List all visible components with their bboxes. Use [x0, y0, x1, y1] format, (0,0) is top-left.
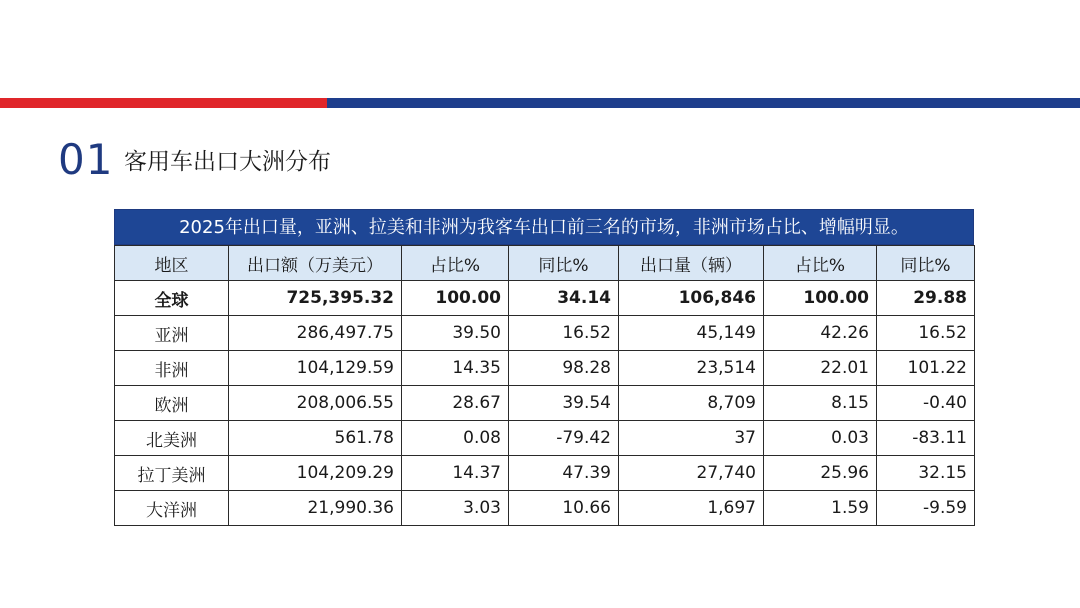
cell-volume-share: 100.00	[764, 281, 877, 316]
table-row	[115, 351, 975, 386]
section-title: 客用车出口大洲分布	[124, 149, 331, 175]
cell-value-share: 14.37	[402, 456, 509, 491]
cell-region: 北美洲	[115, 421, 229, 456]
section-number: 01	[58, 135, 114, 184]
cell-volume-yoy: 16.52	[877, 316, 975, 351]
cell-volume-yoy: -9.59	[877, 491, 975, 526]
cell-value-share: 28.67	[402, 386, 509, 421]
header-value-share: 占比%	[402, 246, 509, 281]
cell-volume-share: 0.03	[764, 421, 877, 456]
cell-export-value: 104,129.59	[229, 351, 402, 386]
cell-volume-yoy: -0.40	[877, 386, 975, 421]
header-value-yoy: 同比%	[509, 246, 619, 281]
cell-volume-share: 42.26	[764, 316, 877, 351]
cell-volume-share: 1.59	[764, 491, 877, 526]
cell-value-yoy: 16.52	[509, 316, 619, 351]
table-row	[115, 421, 975, 456]
accent-bar-blue	[327, 98, 1080, 108]
cell-volume-share: 22.01	[764, 351, 877, 386]
header-export-volume: 出口量（辆）	[619, 246, 764, 281]
cell-value-yoy: -79.42	[509, 421, 619, 456]
cell-export-value: 104,209.29	[229, 456, 402, 491]
cell-export-volume: 45,149	[619, 316, 764, 351]
cell-export-value: 21,990.36	[229, 491, 402, 526]
cell-export-volume: 37	[619, 421, 764, 456]
table-row-total	[115, 281, 975, 316]
cell-export-volume: 106,846	[619, 281, 764, 316]
cell-volume-yoy: 32.15	[877, 456, 975, 491]
cell-value-yoy: 47.39	[509, 456, 619, 491]
cell-region: 欧洲	[115, 386, 229, 421]
cell-region: 拉丁美洲	[115, 456, 229, 491]
cell-region: 全球	[115, 281, 229, 316]
cell-export-volume: 1,697	[619, 491, 764, 526]
top-accent-bar	[0, 98, 1080, 108]
cell-volume-share: 25.96	[764, 456, 877, 491]
cell-export-volume: 8,709	[619, 386, 764, 421]
cell-value-yoy: 10.66	[509, 491, 619, 526]
cell-region: 亚洲	[115, 316, 229, 351]
export-table	[114, 209, 974, 526]
header-row	[115, 246, 975, 281]
header-region: 地区	[115, 246, 229, 281]
cell-value-yoy: 34.14	[509, 281, 619, 316]
table-row	[115, 456, 975, 491]
cell-export-volume: 27,740	[619, 456, 764, 491]
table-caption: 2025年出口量，亚洲、拉美和非洲为我客车出口前三名的市场，非洲市场占比、增幅明显。	[114, 209, 974, 245]
table-row	[115, 491, 975, 526]
cell-export-value: 208,006.55	[229, 386, 402, 421]
cell-volume-yoy: 101.22	[877, 351, 975, 386]
cell-value-yoy: 39.54	[509, 386, 619, 421]
cell-export-value: 286,497.75	[229, 316, 402, 351]
header-volume-yoy: 同比%	[877, 246, 975, 281]
cell-export-volume: 23,514	[619, 351, 764, 386]
cell-region: 大洋洲	[115, 491, 229, 526]
cell-export-value: 561.78	[229, 421, 402, 456]
cell-value-share: 0.08	[402, 421, 509, 456]
cell-value-share: 100.00	[402, 281, 509, 316]
cell-value-share: 14.35	[402, 351, 509, 386]
cell-volume-share: 8.15	[764, 386, 877, 421]
cell-volume-yoy: -83.11	[877, 421, 975, 456]
accent-bar-red	[0, 98, 327, 108]
cell-value-share: 3.03	[402, 491, 509, 526]
data-table	[114, 245, 975, 526]
table-row	[115, 316, 975, 351]
cell-volume-yoy: 29.88	[877, 281, 975, 316]
header-volume-share: 占比%	[764, 246, 877, 281]
cell-export-value: 725,395.32	[229, 281, 402, 316]
cell-value-share: 39.50	[402, 316, 509, 351]
table-row	[115, 386, 975, 421]
cell-value-yoy: 98.28	[509, 351, 619, 386]
cell-region: 非洲	[115, 351, 229, 386]
header-export-value: 出口额（万美元）	[229, 246, 402, 281]
